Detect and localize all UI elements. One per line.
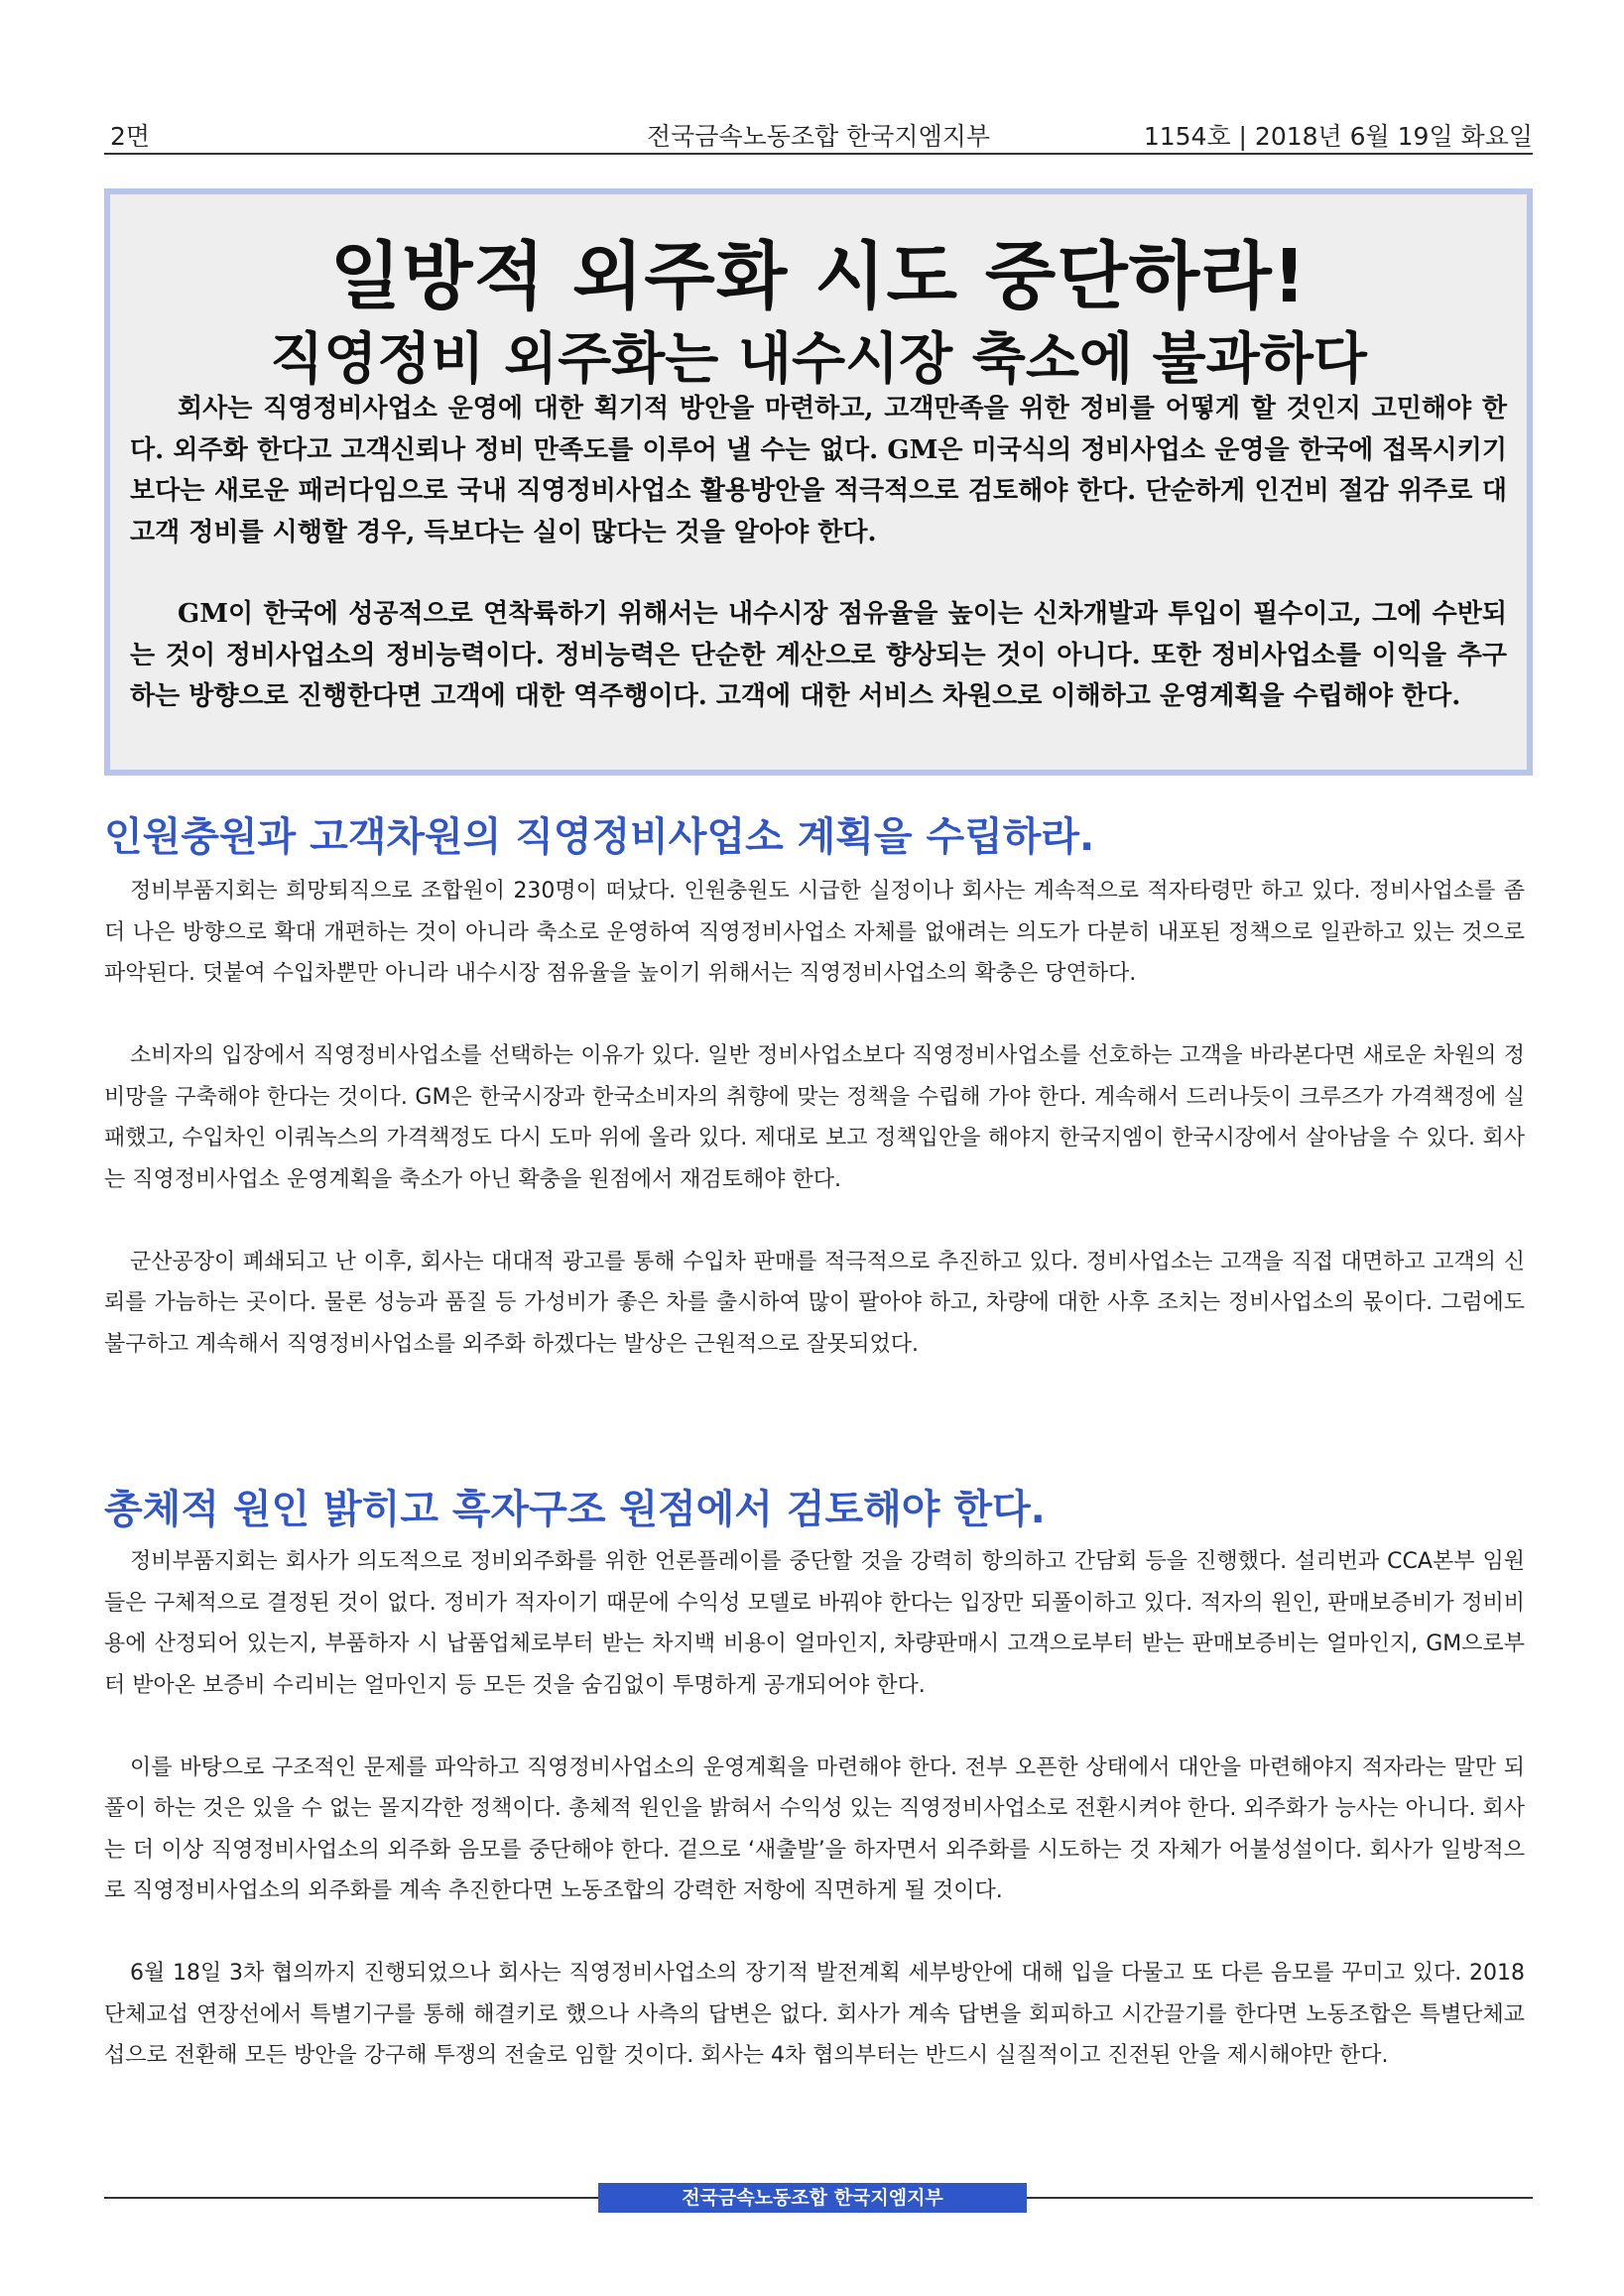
issue-date: 1154호 | 2018년 6월 19일 화요일 xyxy=(1143,122,1533,151)
publication-name: 전국금속노동조합 한국지엠지부 xyxy=(646,122,991,151)
body-paragraph: 6월 18일 3차 협의까지 진행되었으나 회사는 직영정비사업소의 장기적 발전계획 세부방안에 대해 입을 다물고 또 다른 음모를 꾸미고 있다. 2018단체교섭 연장선에서 특별기구를 통해 해결키로 했으나 사측의 답변은 없다. 회사가 계속 답변을 회피하고 시간끌기를 한다면 노동조합은 특별단체교섭으로 전환해 모든 방안을 강구해 투쟁의 전술로 임할 것이다. 회사는 4차 협의부터는 반드시 실질적이고 진전된 안을 제시해야만 한다. xyxy=(104,1961,1525,2068)
body-paragraph: 소비자의 입장에서 직영정비사업소를 선택하는 이유가 있다. 일반 정비사업소보다 직영정비사업소를 선호하는 고객을 바라본다면 새로운 차원의 정비망을 구축해야 한다는 것이다. GM은 한국시장과 한국소비자의 취향에 맞는 정책을 수립해 가야 한다. 계속해서 드러나듯이 크루즈가 가격책정에 실패했고, 수입차인 이쿼녹스의 가격책정도 다시 도마 위에 올라 있다. 제대로 보고 정책입안을 해야지 한국지엠이 한국시장에서 살아남을 수 있다. 회사는 직영정비사업소 운영계획을 축소가 아닌 확충을 원점에서 재검토해야 한다. xyxy=(104,1043,1525,1192)
body-paragraph: 정비부품지회는 희망퇴직으로 조합원이 230명이 떠났다. 인원충원도 시급한 실정이나 회사는 계속적으로 적자타령만 하고 있다. 정비사업소를 좀 더 나은 방향으로 확대 개편하는 것이 아니라 축소로 운영하여 직영정비사업소 자체를 없애려는 의도가 다분히 내포된 정책으로 일관하고 있는 것으로 파악된다. 덧붙여 수입차뿐만 아니라 내수시장 점유율을 높이기 위해서는 직영정비사업소의 확충은 당연하다. xyxy=(104,879,1525,986)
subheadline: 직영정비 외주화는 내수시장 축소에 불과하다 xyxy=(270,327,1367,392)
footer-label: 전국금속노동조합 한국지엠지부 xyxy=(598,2183,1027,2213)
lead-paragraph: GM이 한국에 성공적으로 연착륙하기 위해서는 내수시장 점유율을 높이는 신차개발과 투입이 필수이고, 그에 수반되는 것이 정비사업소의 정비능력이다. 정비능력은 단순한 계산으로 향상되는 것이 아니다. 또한 정비사업소를 이익을 추구하는 방향으로 진행한다면 고객에 대한 역주행이다. 고객에 대한 서비스 차원으로 이해하고 운영계획을 수립해야 한다. xyxy=(130,599,1507,711)
body-paragraph: 이를 바탕으로 구조적인 문제를 파악하고 직영정비사업소의 운영계획을 마련해야 한다. 전부 오픈한 상태에서 대안을 마련해야지 적자라는 말만 되풀이 하는 것은 있을 수 없는 몰지각한 정책이다. 총체적 원인을 밝혀서 수익성 있는 직영정비사업소로 전환시켜야 한다. 외주화가 능사는 아니다. 회사는 더 이상 직영정비사업소의 외주화 음모를 중단해야 한다. 겉으로 ‘새출발’을 하자면서 외주화를 시도하는 것 자체가 어불성설이다. 회사가 일방적으로 직영정비사업소의 외주화를 계속 추진한다면 노동조합의 강력한 저항에 직면하게 될 것이다. xyxy=(104,1754,1525,1903)
page-number: 2면 xyxy=(110,122,151,151)
section-title: 인원충원과 고객차원의 직영정비사업소 계획을 수립하라. xyxy=(104,814,1095,860)
page-header xyxy=(104,111,1533,151)
section-body xyxy=(104,1541,1525,2077)
header-divider xyxy=(104,153,1533,155)
body-paragraph: 군산공장이 폐쇄되고 난 이후, 회사는 대대적 광고를 통해 수입차 판매를 적극적으로 추진하고 있다. 정비사업소는 고객을 직접 대면하고 고객의 신뢰를 가늠하는 곳이다. 물론 성능과 품질 등 가성비가 좋은 차를 출시하여 많이 팔아야 하고, 차량에 대한 사후 조치는 정비사업소의 몫이다. 그럼에도 불구하고 계속해서 직영정비사업소를 외주화 하겠다는 발상은 근원적으로 잘못되었다. xyxy=(104,1249,1525,1357)
section-body xyxy=(104,871,1525,1365)
lead-text xyxy=(130,389,1507,718)
lead-paragraph: 회사는 직영정비사업소 운영에 대한 획기적 방안을 마련하고, 고객만족을 위한 정비를 어떻게 할 것인지 고민해야 한다. 외주화 한다고 고객신뢰나 정비 만족도를 이루어 낼 수는 없다. GM은 미국식의 정비사업소 운영을 한국에 접목시키기 보다는 새로운 패러다임으로 국내 직영정비사업소 활용방안을 적극적으로 검토해야 한다. 단순하게 인건비 절감 위주로 대고객 정비를 시행할 경우, 득보다는 실이 많다는 것을 알아야 한다. xyxy=(130,394,1507,547)
section-title: 총체적 원인 밝히고 흑자구조 원점에서 검토해야 한다. xyxy=(104,1487,1046,1532)
body-paragraph: 정비부품지회는 회사가 의도적으로 정비외주화를 위한 언론플레이를 중단할 것을 강력히 항의하고 간담회 등을 진행했다. 설리번과 CCA본부 임원들은 구체적으로 결정된 것이 없다. 정비가 적자이기 때문에 수익성 모델로 바꿔야 한다는 입장만 되풀이하고 있다. 적자의 원인, 판매보증비가 정비비용에 산정되어 있는지, 부품하자 시 납품업체로부터 받는 차지백 비용이 얼마인지, 차량판매시 고객으로부터 받는 판매보증비는 얼마인지, GM으로부터 받아온 보증비 수리비는 얼마인지 등 모든 것을 숨김없이 투명하게 공개되어야 한다. xyxy=(104,1549,1525,1698)
headline: 일방적 외주화 시도 중단하라! xyxy=(329,234,1308,319)
lead-box xyxy=(104,188,1533,776)
